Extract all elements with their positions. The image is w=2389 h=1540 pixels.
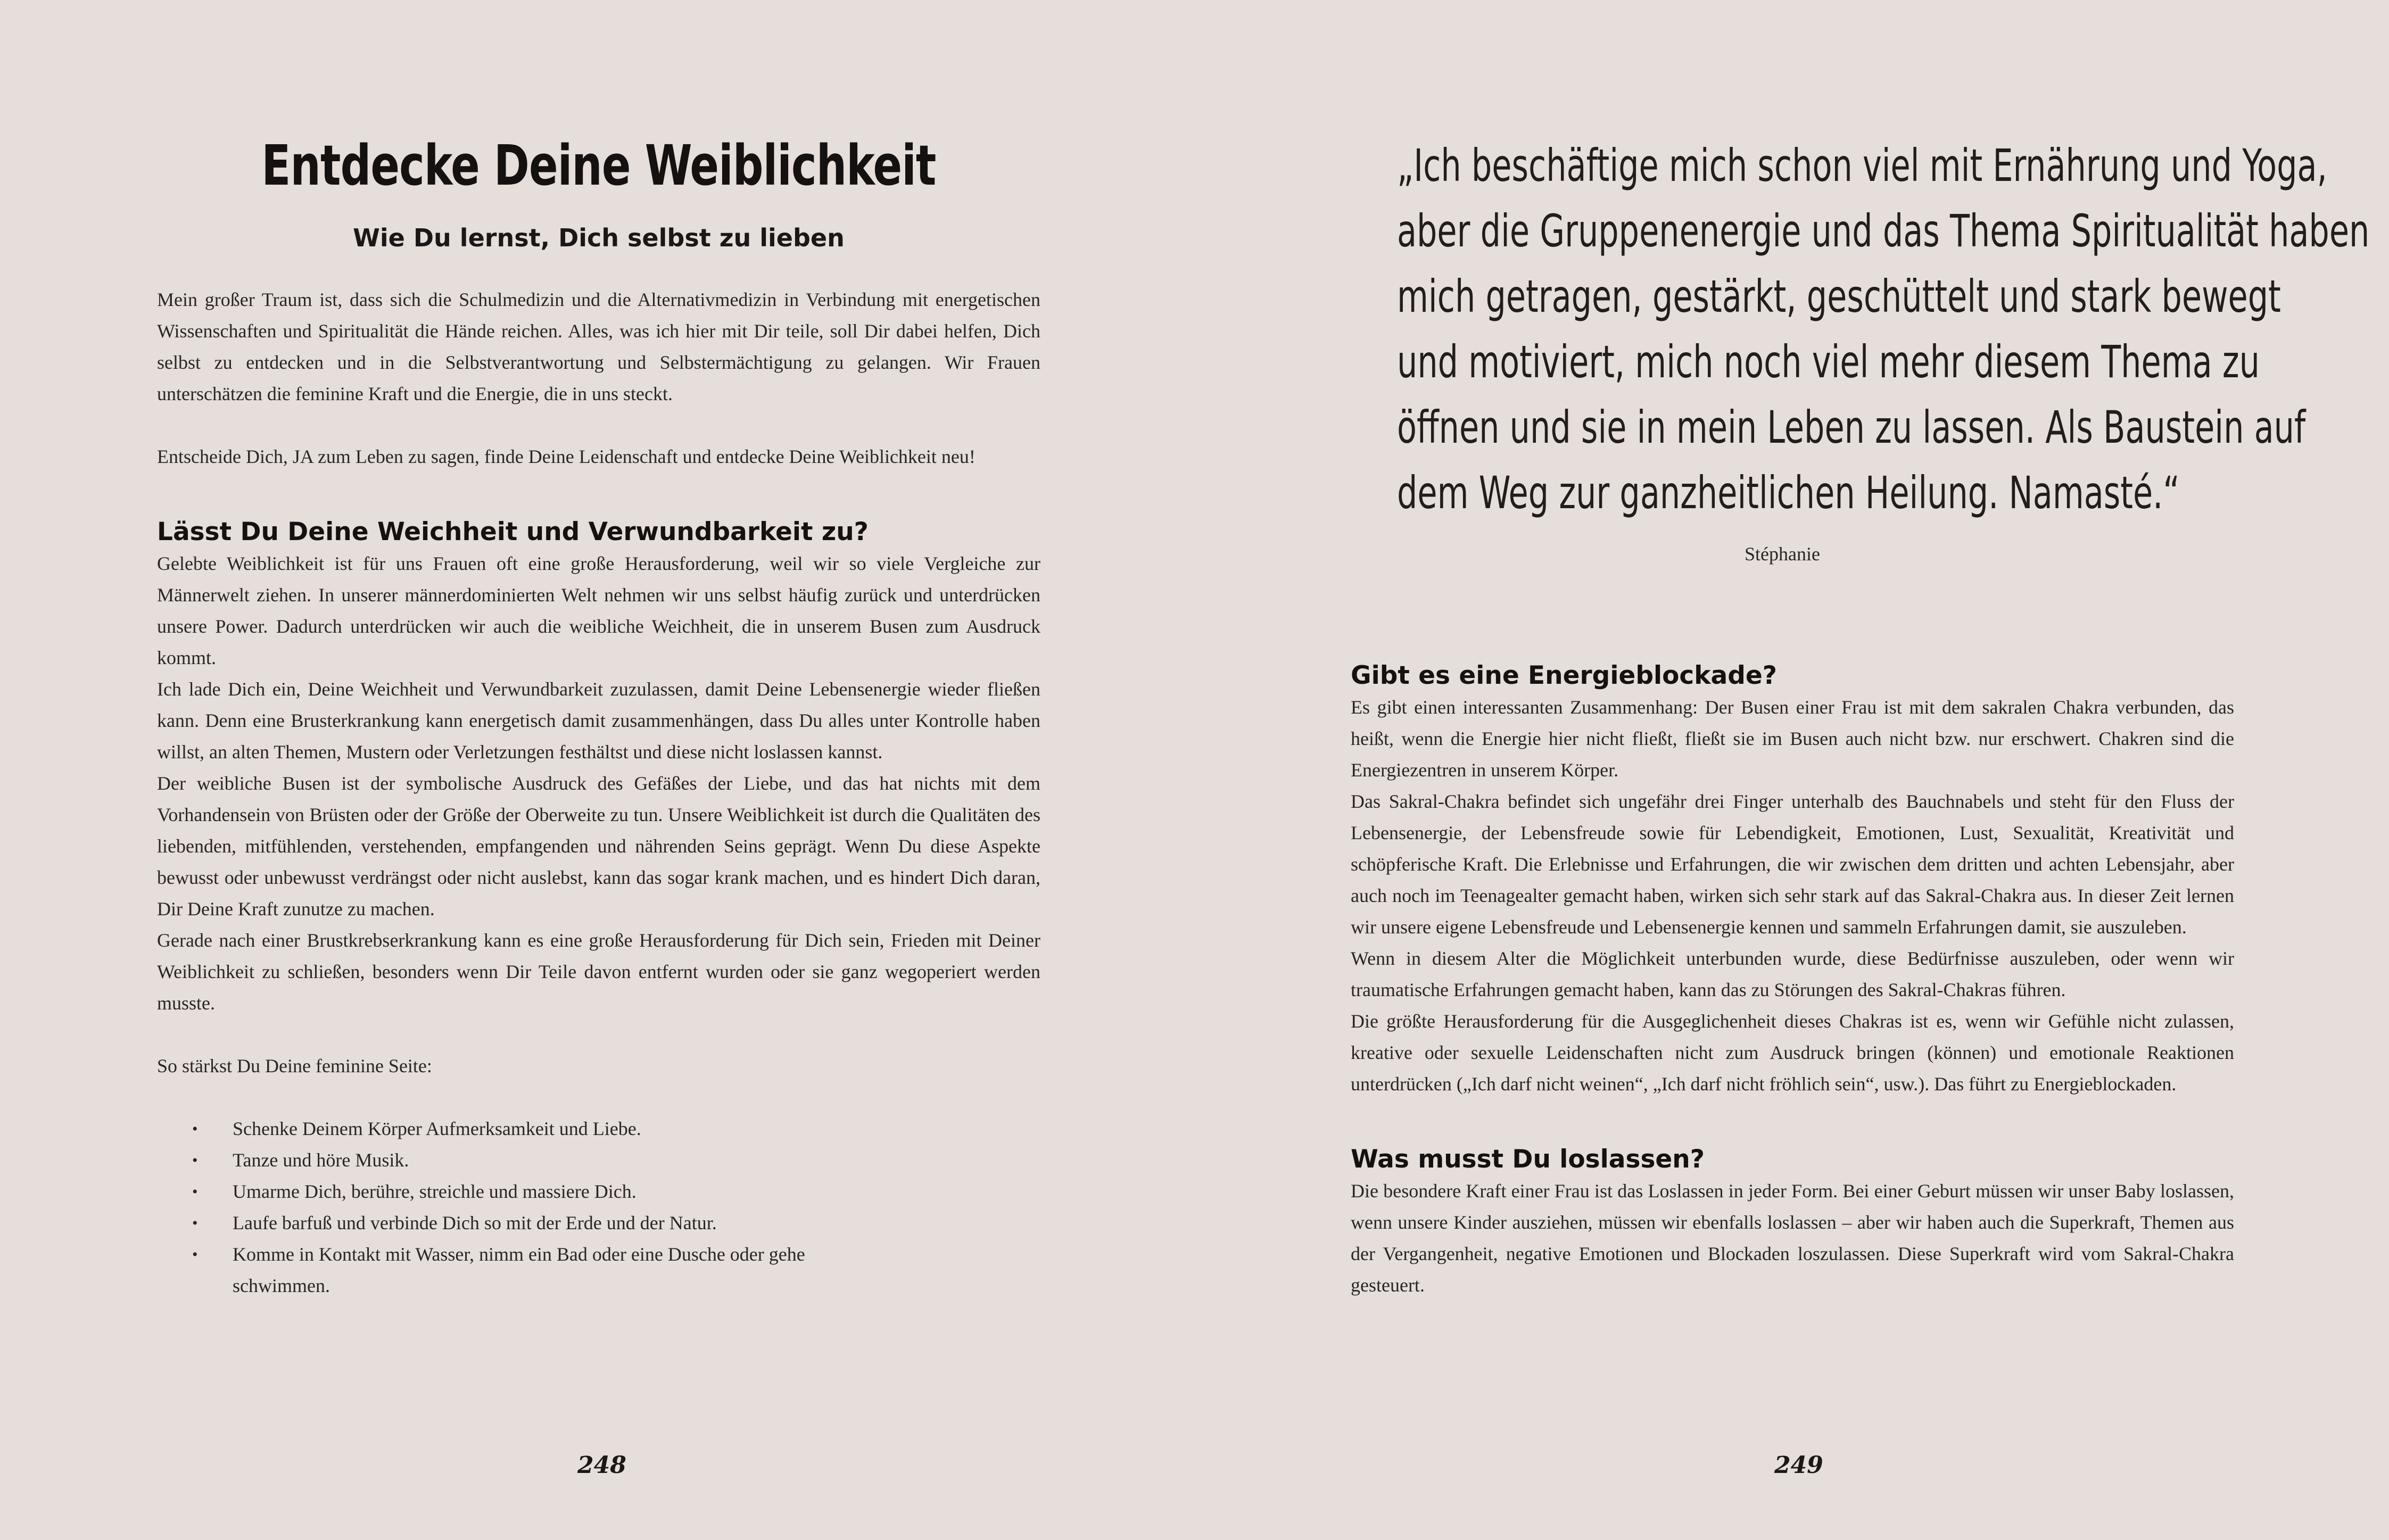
section2-paragraph-2: Das Sakral-Chakra befindet sich ungefähr drei Finger unterhalb des Bauchnabels und steht für den Fluss der Lebensenergie, der Lebensfreude sowie für Lebendigkeit, Emotionen, Lust, Sexualität, Kreativität und schöpferische Kraft. Die Erlebnisse und Erfahrungen, die wir zwischen dem dritten und achten Lebensjahr, aber auch noch im Teenagealter gemacht haben, wirken sich sehr stark auf das Sakral-Chakra aus. In dieser Zeit lernen wir unsere eigene Lebensfreude und Lebensenergie kennen und sammeln Erfahrungen damit, sie auszuleben. bbox=[1351, 791, 2234, 938]
list-item bbox=[192, 1239, 1040, 1302]
bullet-icon: • bbox=[192, 1214, 198, 1232]
section2-paragraph-4: Die größte Herausforderung für die Ausgeglichenheit dieses Chakras ist es, wenn wir Gefühle nicht zulassen, kreative oder sexuelle Leidenschaften nicht zum Ausdruck bringen (können) und emotionale Reaktionen unterdrücken („Ich darf nicht weinen“, „Ich darf nicht fröhlich sein“, usw.). Das führt zu Energieblockaden. bbox=[1351, 1011, 2234, 1095]
section1-paragraph-1: Gelebte Weiblichkeit ist für uns Frauen oft eine große Herausforderung, weil wir so viele Vergleiche zur Männerwelt ziehen. In unserer männerdominierten Welt nehmen wir uns selbst häufig zurück und unterdrücken unsere Power. Dadurch unterdrücken wir auch die weibliche Weichheit, die in unserem Busen zum Ausdruck kommt. bbox=[157, 553, 1040, 668]
testimonial-quote bbox=[1301, 133, 2370, 526]
feminine-tips-list bbox=[157, 1113, 1040, 1302]
list-intro: So stärkst Du Deine feminine Seite: bbox=[157, 1055, 432, 1077]
page-number-left: 248 bbox=[577, 1452, 626, 1479]
left-page bbox=[0, 0, 1194, 1540]
right-page bbox=[1194, 0, 2389, 1540]
intro-paragraph-2: Entscheide Dich, JA zum Leben zu sagen, finde Deine Leidenschaft und entdecke Deine Weiblichkeit neu! bbox=[157, 446, 976, 467]
section1-paragraph-4: Gerade nach einer Brustkrebserkrankung kann es eine große Herausforderung für Dich sein, Frieden mit Deiner Weiblichkeit zu schließen, besonders wenn Dir Teile davon entfernt wurden oder sie ganz wegoperiert werden musste. bbox=[157, 930, 1040, 1014]
quote-line: und motiviert, mich noch viel mehr diesem Thema zu bbox=[1397, 336, 2260, 388]
left-text-column bbox=[157, 133, 1040, 1302]
page-title: Entdecke Deine Weiblichkeit bbox=[261, 133, 936, 198]
list-item bbox=[192, 1113, 1040, 1145]
bullet-icon: • bbox=[192, 1183, 198, 1200]
page-subtitle: Wie Du lernst, Dich selbst zu lieben bbox=[353, 223, 845, 252]
intro-paragraph-1: Mein großer Traum ist, dass sich die Schulmedizin und die Alternativmedizin in Verbindung mit energetischen Wissenschaften und Spiritualität die Hände reichen. Alles, was ich hier mit Dir teile, soll Dir dabei helfen, Dich selbst zu entdecken und in die Selbstverantwortung und Selbstermächtigung zu gelangen. Wir Frauen unterschätzen die feminine Kraft und die Energie, die in uns steckt. bbox=[157, 289, 1040, 404]
list-item bbox=[192, 1176, 1040, 1207]
quote-line: „Ich beschäftige mich schon viel mit Ernährung und Yoga, bbox=[1397, 139, 2327, 192]
section1-paragraph-2: Ich lade Dich ein, Deine Weichheit und Verwundbarkeit zuzulassen, damit Deine Lebensenergie wieder fließen kann. Denn eine Brusterkrankung kann energetisch damit zusammenhängen, dass Du alles unter Kontrolle haben willst, an alten Themen, Mustern oder Verletzungen festhältst und diese nicht loslassen kannst. bbox=[157, 678, 1040, 763]
section-heading-energieblockade: Gibt es eine Energieblockade? bbox=[1351, 661, 1777, 690]
section1-paragraph-3: Der weibliche Busen ist der symbolische Ausdruck des Gefäßes der Liebe, und das hat nichts mit dem Vorhandensein von Brüsten oder der Größe der Oberweite zu tun. Unsere Weiblichkeit ist durch die Qualitäten des liebenden, mitfühlenden, verstehenden, empfangenden und nährenden Seins geprägt. Wenn Du diese Aspekte bewusst oder unbewusst verdrängst oder nicht auslebst, kann das sogar krank machen, und es hindert Dich daran, Dir Deine Kraft zunutze zu machen. bbox=[157, 773, 1040, 920]
bullet-icon: • bbox=[192, 1152, 198, 1169]
quote-line: mich getragen, gestärkt, geschüttelt und stark bewegt bbox=[1397, 270, 2281, 322]
quote-line: öffnen und sie in mein Leben zu lassen. Als Baustein auf bbox=[1397, 401, 2306, 453]
section2-paragraph-1: Es gibt einen interessanten Zusammenhang: Der Busen einer Frau ist mit dem sakralen Chakra verbunden, das heißt, wenn die Energie hier nicht fließt, fließt sie im Busen auch nicht bzw. nur erschwert. Chakren sind die Energiezentren in unserem Körper. bbox=[1351, 697, 2234, 781]
quote-line: aber die Gruppenenergie und das Thema Spiritualität haben bbox=[1397, 205, 2370, 257]
quote-author: Stéphanie bbox=[1745, 543, 1820, 565]
list-item-text: Tanze und höre Musik. bbox=[233, 1149, 409, 1171]
list-item-text: Umarme Dich, berühre, streichle und massiere Dich. bbox=[233, 1181, 636, 1202]
section3-paragraph-1: Die besondere Kraft einer Frau ist das Loslassen in jeder Form. Bei einer Geburt müssen wir unser Baby loslassen, wenn unsere Kinder ausziehen, müssen wir ebenfalls loslassen – aber wir haben auch die Superkraft, Themen aus der Vergangenheit, negative Emotionen und Blockaden loszulassen. Diese Superkraft wird vom Sakral-Chakra gesteuert. bbox=[1351, 1180, 2234, 1296]
list-item-text: Schenke Deinem Körper Aufmerksamkeit und Liebe. bbox=[233, 1118, 641, 1139]
list-item-text: Komme in Kontakt mit Wasser, nimm ein Bad oder eine Dusche oder gehe schwimmen. bbox=[233, 1244, 805, 1296]
page-number-right: 249 bbox=[1774, 1452, 1823, 1479]
right-text-column bbox=[1351, 660, 2234, 1301]
list-item-text: Laufe barfuß und verbinde Dich so mit der Erde und der Natur. bbox=[233, 1212, 717, 1233]
bullet-icon: • bbox=[192, 1246, 198, 1263]
section-heading-weichheit: Lässt Du Deine Weichheit und Verwundbarkeit zu? bbox=[157, 517, 869, 547]
quote-line: dem Weg zur ganzheitlichen Heilung. Namasté.“ bbox=[1397, 467, 2180, 519]
list-item bbox=[192, 1145, 1040, 1176]
list-item bbox=[192, 1207, 1040, 1239]
section2-paragraph-3: Wenn in diesem Alter die Möglichkeit unterbunden wurde, diese Bedürfnisse auszuleben, oder wenn wir traumatische Erfahrungen gemacht haben, kann das zu Störungen des Sakral-Chakras führen. bbox=[1351, 948, 2234, 1000]
section-heading-loslassen: Was musst Du loslassen? bbox=[1351, 1145, 1705, 1174]
bullet-icon: • bbox=[192, 1120, 198, 1138]
